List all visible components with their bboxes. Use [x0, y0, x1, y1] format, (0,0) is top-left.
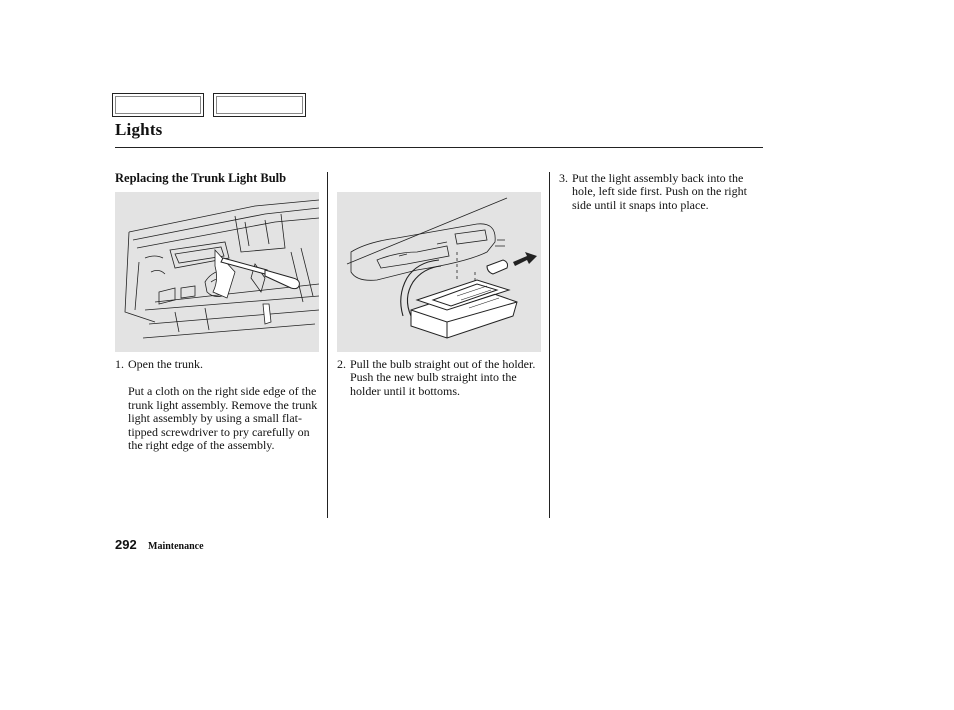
step-1 [115, 358, 321, 371]
bulb-replacement-illustration [337, 192, 541, 352]
section-name: Maintenance [148, 541, 204, 552]
column-divider-1 [327, 172, 328, 518]
column-step-3 [559, 172, 753, 212]
step-text: Put the light assembly back into the hole, left side first. Push on the right side until it snaps into place. [572, 171, 747, 212]
nav-tab-2[interactable] [213, 93, 306, 117]
step-text: Open the trunk. [128, 357, 203, 371]
column-step-2 [337, 358, 543, 398]
title-rule [115, 147, 763, 148]
bulb-replacement-drawing [337, 192, 541, 352]
step-1-detail: Put a cloth on the right side edge of the trunk light assembly. Remove the trunk light assembly by using a small flat-tipped screwdriver to pry carefully on the right edge of the assembly. [128, 384, 318, 453]
step-text: Pull the bulb straight out of the holder. Push the new bulb straight into the holder until it bottoms. [350, 357, 536, 398]
step-number: 2. [337, 357, 346, 371]
column-divider-2 [549, 172, 550, 518]
page-title: Lights [115, 120, 163, 139]
section-heading: Replacing the Trunk Light Bulb [115, 171, 287, 185]
page-number: 292 [115, 537, 137, 552]
trunk-light-removal-drawing [115, 192, 319, 352]
nav-tab-1[interactable] [112, 93, 204, 117]
step-number: 1. [115, 357, 124, 371]
step-2 [337, 358, 543, 398]
step-number: 3. [559, 171, 568, 185]
step-3 [559, 172, 753, 212]
column-step-1 [115, 358, 321, 452]
trunk-light-removal-illustration [115, 192, 319, 352]
